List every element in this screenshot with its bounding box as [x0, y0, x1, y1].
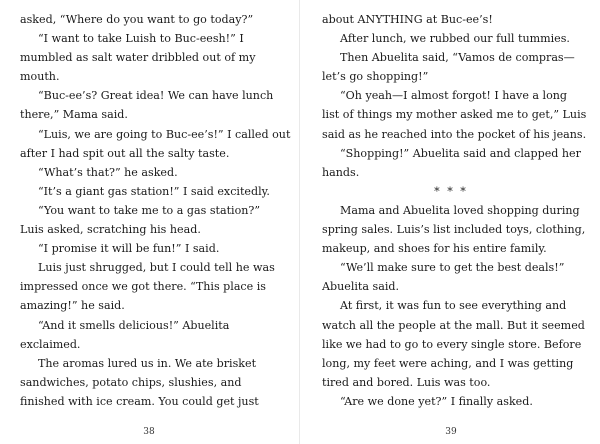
left-page — [20, 10, 291, 440]
right-page-text — [322, 10, 587, 411]
text-line: long, my feet were aching, and I was getting — [322, 356, 574, 370]
text-line: “Luis, we are going to Buc-ee’s!” I called out — [38, 127, 291, 141]
text-line: “Shopping!” Abuelita said and clapped her — [340, 146, 581, 160]
text-line: “Are we done yet?” I finally asked. — [340, 394, 533, 408]
text-line: After lunch, we rubbed our full tummies. — [340, 32, 570, 46]
text-line: The aromas lured us in. We ate brisket — [38, 356, 257, 370]
text-line: list of things my mother asked me to get,” Luis — [322, 108, 587, 122]
text-line: said as he reached into the pocket of his jeans. — [322, 127, 587, 141]
text-line: Then Abuelita said, “Vamos de compras— — [340, 51, 575, 65]
text-line: finished with ice cream. You could get just — [20, 394, 259, 408]
text-line: “Oh yeah—I almost forgot! I have a long — [340, 89, 568, 103]
text-line: Mama and Abuelita loved shopping during — [340, 203, 580, 217]
text-line: exclaimed. — [20, 337, 81, 351]
left-page-text — [20, 10, 291, 411]
right-page-number: 39 — [445, 427, 457, 437]
page-gutter — [299, 0, 300, 444]
text-line: tired and bored. Luis was too. — [322, 375, 491, 389]
text-line: hands. — [322, 165, 360, 179]
text-line: let’s go shopping!” — [322, 70, 429, 84]
text-line: spring sales. Luis’s list included toys, clothing, — [322, 223, 586, 237]
text-line: Abuelita said. — [322, 280, 400, 294]
text-line: amazing!” he said. — [20, 299, 125, 313]
text-line: makeup, and shoes for his entire family. — [322, 242, 547, 256]
text-line: impressed once we got there. “This place is — [20, 280, 266, 294]
left-page-number: 38 — [143, 427, 155, 437]
text-line: “We’ll make sure to get the best deals!” — [340, 261, 565, 275]
text-line: “And it smells delicious!” Abuelita — [38, 318, 230, 332]
text-line: “Buc-ee’s? Great idea! We can have lunch — [38, 89, 274, 103]
right-page — [322, 10, 587, 440]
text-line: Luis asked, scratching his head. — [20, 223, 201, 237]
text-line: “It’s a giant gas station!” I said excitedly. — [38, 184, 270, 198]
text-line: there,” Mama said. — [20, 108, 128, 122]
text-line: like we had to go to every single store. Before — [322, 337, 582, 351]
text-line: “I want to take Luish to Buc-eesh!” I — [38, 32, 244, 46]
text-line: watch all the people at the mall. But it seemed — [322, 318, 585, 332]
text-line: after I had spit out all the salty taste. — [20, 146, 230, 160]
text-line: mumbled as salt water dribbled out of my — [20, 51, 256, 65]
text-line: sandwiches, potato chips, slushies, and — [20, 375, 242, 389]
text-line: “What’s that?” he asked. — [38, 165, 178, 179]
scene-break: * * * — [434, 184, 468, 198]
text-line: At first, it was fun to see everything and — [340, 299, 567, 313]
text-line: “You want to take me to a gas station?” — [38, 203, 261, 217]
text-line: about ANYTHING at Buc-ee’s! — [322, 13, 493, 26]
text-line: “I promise it will be fun!” I said. — [38, 242, 220, 256]
text-line: asked, “Where do you want to go today?” — [20, 13, 254, 26]
text-line: Luis just shrugged, but I could tell he was — [38, 261, 275, 275]
text-line: mouth. — [20, 70, 60, 84]
